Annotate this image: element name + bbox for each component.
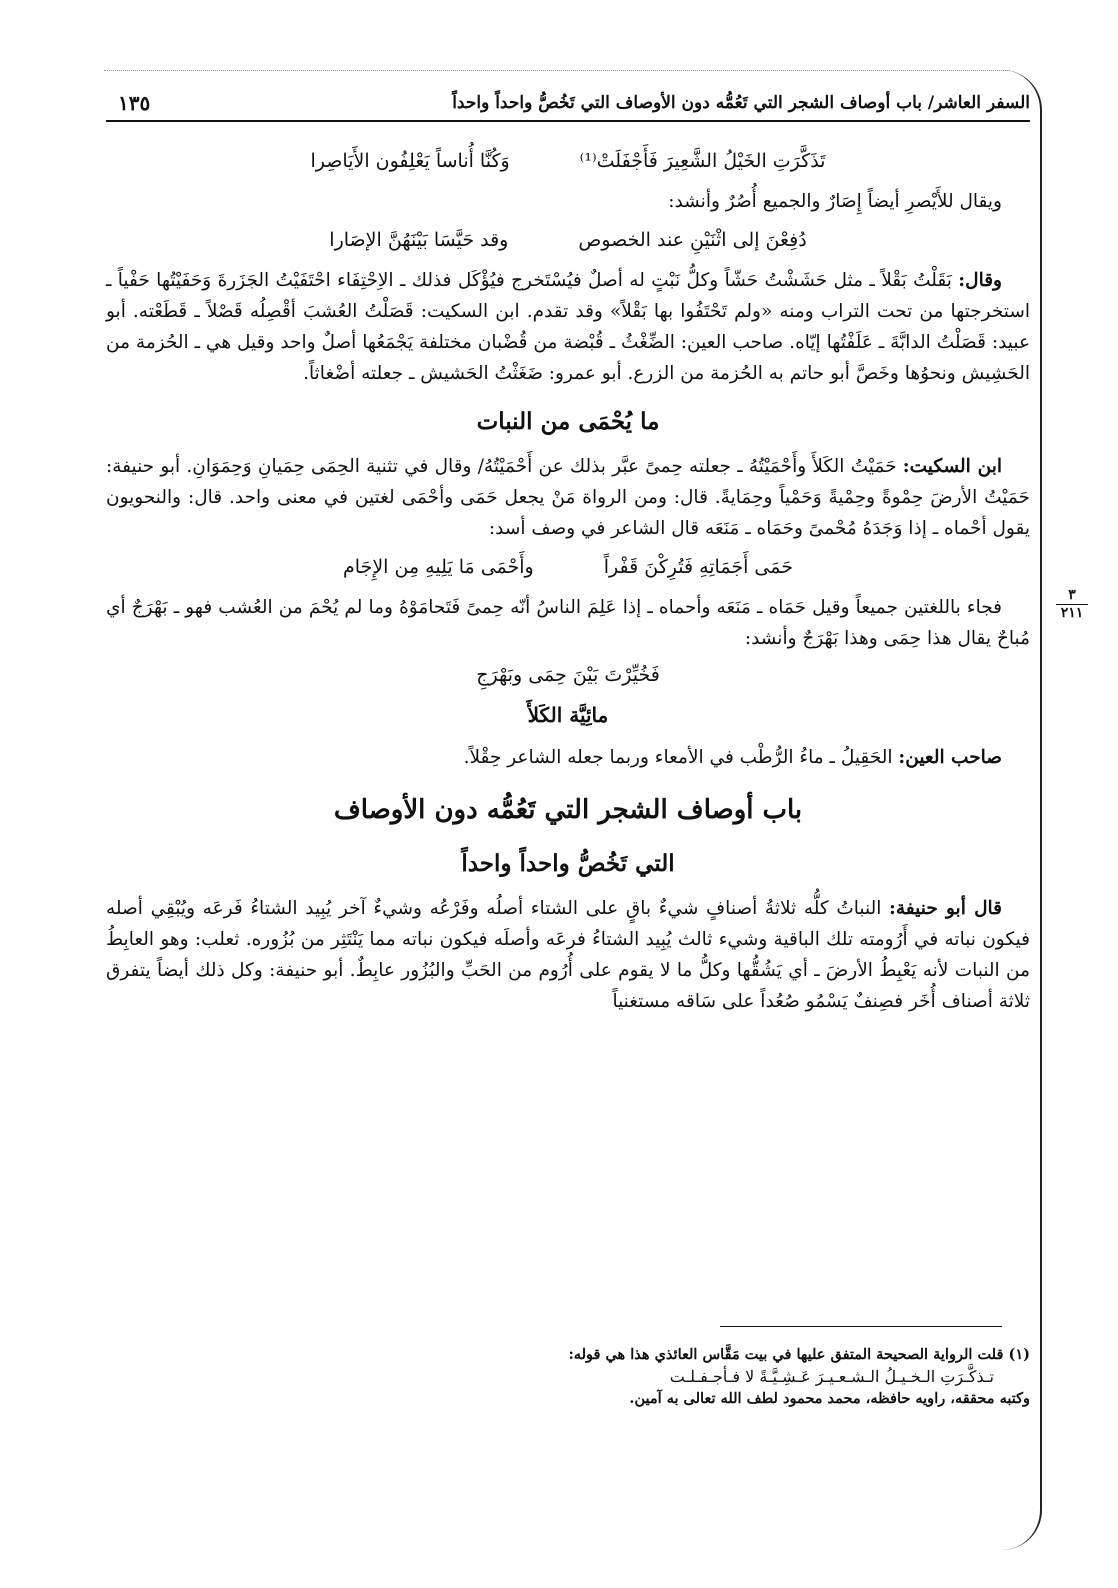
paragraph-text: بَقَلْتُ بَقْلاً ـ مثل حَشَشْتُ حَشّاً وكلُّ نَبْتٍ له أصلٌ فيُسْتَخرج فيُؤْكَل فذلك ـ الاِحْتِفَاء احْتَفَيْتُ الجَزَرةَ وَحَفَيْتُها حَفْياً ـ استخرجتها من تحت التراب ومنه «ولم تَحْتَفُوا بها بَقْلاً» وقد تقدم. ابن السكيت: قَصَلْتُ العُشبَ أقْصِلُه قَصْلاً ـ قَطَعْته. أبو عبيد: قَصَلْتُ الدابَّةَ ـ عَلَفْتُها إيّاه. صاحب العين: الضِّغْثُ ـ قُبْضة من قُضْبان مختلفة يَجْمَعُها أصلٌ واحد وقيل هي ـ الحُزمة من الحَشِيش ونحوُها وخَصَّ أبو حاتم به الحُزمة من الزرع. أبو عمرو: ضَغَثْتُ الحَشيش ـ جعلته أضْغاثاً. (106, 270, 1030, 384)
speaker-label: قال أبو حنيفة: (889, 898, 1002, 919)
paragraph-text: الحَقِيلُ ـ ماءُ الرُّطْب في الأمعاء وربما جعله الشاعر حِقْلاً. (463, 747, 893, 768)
verse-first-hemistich: دُفِعْنَ إلى اثْنَيْنِ عند الخصوص (578, 229, 807, 251)
verse-first-hemistich: تَذَكَّرَتِ الخَيْلُ الشَّعِيرَ فَأَجْفَلَتْ⁽¹⁾ (579, 150, 826, 172)
main-text (106, 138, 1030, 1019)
section-heading: ما يُحْمَى من النبات (476, 408, 660, 435)
chapter-heading-line2: التي تَخُصُّ واحداً واحداً (461, 850, 675, 877)
verse-first-hemistich: حَمَى أَجَمَاتِهِ فَتُرِكْنَ قَفْراً (603, 556, 793, 578)
verse-second-hemistich: وَكُنَّا أُناساً يَعْلِفُون الأَيَاصِرا (310, 150, 510, 172)
running-header (106, 86, 1030, 122)
page-frame-top (104, 70, 1010, 85)
verse (106, 658, 1030, 692)
verse (106, 550, 1030, 584)
paragraph (106, 893, 1030, 1017)
verse (106, 223, 1030, 257)
section-heading: مائِيَّة الكَلأَ (527, 703, 609, 727)
marginal-reference (1052, 588, 1092, 621)
paragraph: فجاء باللغتين جميعاً وقيل حَمَاه ـ مَنَعَه وأحماه ـ إذا عَلِمَ الناسُ أنّه حِمىً فَتَحامَوْهُ وما لم يُحْمَ من العُشب فهو ـ بَهْرَجٌ أي مُباحٌ يقال هذا حِمَى وهذا بَهْرَجٌ وأنشد: (106, 597, 1030, 649)
verse (106, 144, 1030, 178)
speaker-label: صاحب العين: (898, 747, 1002, 768)
paragraph (106, 451, 1030, 544)
running-title: السفر العاشر/ باب أوصاف الشجر التي تَعُمُّه دون الأوصاف التي تَخُصُّ واحداً واحداً (452, 93, 1030, 113)
verse-second-hemistich: وأَحْمَى مَا يَلِيهِ مِن الإِجَام (343, 556, 534, 578)
paragraph-text: النباتُ كلُّه ثلاثةُ أصنافٍ شيءٌ باقٍ على الشتاء أصلُه وفَرْعُه وشيءٌ آخر يُبِيد الشتاءُ فَرعَه ويُبْقِي أصله فيكون نباته في أَرُومته تلك الباقية وشيء ثالث يُبِيد الشتاءُ فرعَه وأصلَه فيكون نباته مما يَنْتَثِر من بُزُوره. ثعلب: وهو العابِطُ من النبات لأنه يَعْبِطُ الأرضَ ـ أي يَشُقُّها وكلُّ ما لا يقوم على أُرُوم من الحَبِّ والبُزُور عابِطٌ. أبو حنيفة: وكل ذلك أيضاً يتفرق ثلاثة أصناف أُخَر فصِنفٌ يَسْمُو صُعُداً على سَاقه مستغنياً (106, 898, 1030, 1012)
marginal-top: ٣ (1068, 587, 1076, 603)
paragraph: ويقال للأَيْصرِ أيضاً إِصَارٌ والجميع أُصُرٌ وأنشد: (668, 191, 1002, 212)
page-number: ١٣٥ (118, 91, 151, 115)
verse-second-hemistich: وقد حَيَّسَا بَيْنَهُنَّ الإصَارا (329, 229, 509, 251)
paragraph-text: حَمَيْتُ الكَلأَ وأَحْمَيْتُهُ ـ جعلته حِمىً عبَّر بذلك عن أَحْمَيْتُهُ/ وقال في تثنية الحِمَى حِمَيانِ وَحِمَوَانِ. أبو حنيفة: حَمَيْتُ الأرضَ حِمْوةً وحِمْيةً وَحَمْياً وحِمَايةً. قال: ومن الرواة مَنْ يجعل حَمَى وأحْمَى لغتين في معنى واحد. قال: والنحويون يقول أحْماه ـ إذا وَجَدَهُ مُحْمىً وحَمَاه ـ مَنَعَه قال الشاعر في وصف أسد: (106, 456, 1030, 539)
marginal-bottom: ٢١١ (1060, 605, 1084, 621)
speaker-label: وقال: (958, 270, 1002, 291)
speaker-label: ابن السكيت: (902, 456, 1002, 477)
footnotes (300, 1344, 1030, 1410)
footnote-signature: وكتبه محققه، راويه حافظه، محمد محمود لطف الله تعالى به آمين. (629, 1390, 1030, 1407)
paragraph (106, 742, 1030, 773)
paragraph (106, 265, 1030, 389)
verse-line: فَخُيِّرْتَ بَيْنَ حِمَى وبَهْرَجِ (476, 664, 660, 686)
footnote-divider (720, 1326, 1002, 1327)
footnote-1: (١) قلت الرواية الصحيحة المتفق عليها في بيت مَقَّاس العائذي هذا هي قوله: (568, 1346, 1030, 1363)
footnote-verse: تـذكَّـرَتِ الـخـيـلُ الـشـعـيـرَ عَـشِـيَّـةً لا فـأجـفـلـت (669, 1367, 994, 1386)
chapter-heading-line1: باب أوصاف الشجر التي تَعُمُّه دون الأوصاف (333, 795, 803, 825)
